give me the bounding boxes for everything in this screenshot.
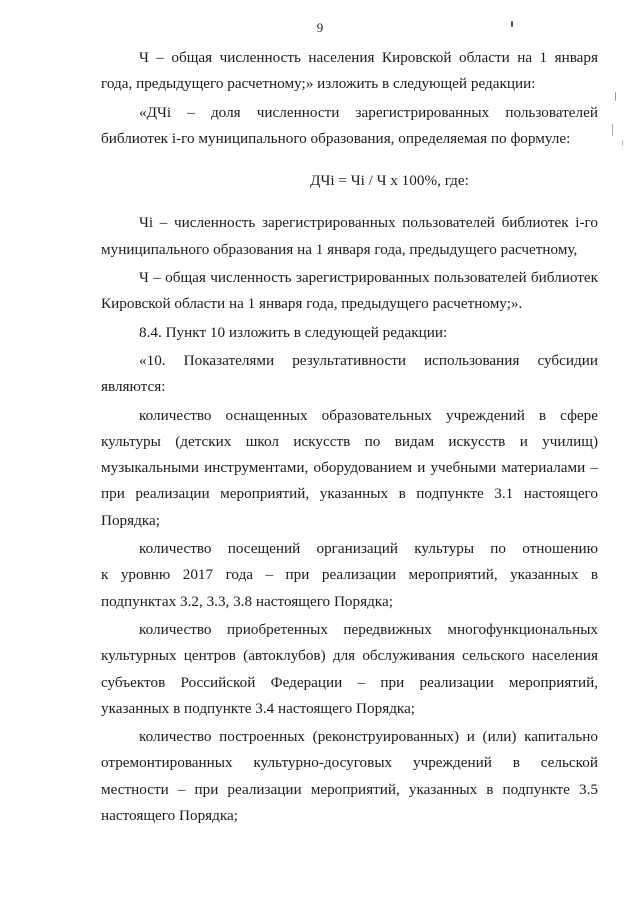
text-line: указанных в подпункте 3.4 настоящего Порядка; [101, 699, 416, 717]
paragraph [101, 348, 598, 401]
text-line: количество построенных (реконструированных) и (или) капитально [139, 728, 598, 746]
text-line: библиотек i-го муниципального образования, определяемая по формуле: [101, 129, 571, 147]
text-line: отремонтированных культурно-досуговых учреждений в сельской [101, 754, 598, 772]
text-line: 8.4. Пункт 10 изложить в следующей редакции: [139, 323, 448, 341]
text-line: количество посещений организаций культуры по отношению [139, 540, 598, 558]
text-line: муниципального образования на 1 января года, предыдущего расчетному, [101, 240, 578, 258]
scan-speck [615, 92, 616, 101]
scan-speck [511, 21, 513, 27]
paragraph [101, 617, 598, 722]
paragraph [101, 265, 598, 318]
text-line: количество приобретенных передвижных многофункциональных [139, 620, 598, 638]
scan-speck [612, 124, 613, 136]
formula: ДЧi = Чi / Ч x 100%, где: [310, 172, 469, 190]
text-line: Ч – общая численность населения Кировской области на 1 января [139, 49, 598, 66]
text-line: являются: [101, 378, 166, 396]
text-line: «10. Показателями результативности использования субсидии [139, 351, 598, 369]
page-number: 9 [316, 20, 324, 35]
text-line: «ДЧi – доля численности зарегистрированных пользователей [139, 103, 598, 121]
text-line: года, предыдущего расчетному;» изложить в следующей редакции: [101, 75, 536, 93]
text-line: Чi – численность зарегистрированных пользователей библиотек i-го [139, 214, 598, 232]
paragraph [101, 724, 598, 829]
text-line: культурных центров (автоклубов) для обслуживания сельского населения [101, 647, 598, 665]
scan-speck [622, 140, 623, 146]
paragraph [101, 536, 598, 615]
paragraph [101, 45, 598, 98]
text-line: культуры (детских школ искусств по видам искусств и училищ) [101, 432, 598, 450]
text-line: музыкальными инструментами, оборудованием и учебными материалами – [101, 459, 598, 477]
paragraph [101, 100, 598, 153]
text-line: местности – при реализации мероприятий, указанных в подпункте 3.5 [101, 780, 598, 798]
text-line: количество оснащенных образовательных учреждений в сфере [139, 406, 598, 424]
text-line: Кировской области на 1 января года, предыдущего расчетному;». [101, 295, 523, 313]
text-line: при реализации мероприятий, указанных в подпункте 3.1 настоящего [101, 485, 598, 503]
text-line: субъектов Российской Федерации – при реализации мероприятий, [101, 673, 598, 691]
paragraph [101, 210, 598, 263]
text-line: Порядка; [101, 511, 160, 529]
text-line: подпунктах 3.2, 3.3, 3.8 настоящего Порядка; [101, 592, 393, 610]
text-line: Ч – общая численность зарегистрированных пользователей библиотек [139, 269, 598, 287]
paragraph [101, 403, 598, 534]
text-line: настоящего Порядка; [101, 807, 238, 825]
paragraph [101, 320, 598, 346]
document-body [101, 45, 598, 829]
text-line: к уровню 2017 года – при реализации мероприятий, указанных в [101, 566, 598, 584]
